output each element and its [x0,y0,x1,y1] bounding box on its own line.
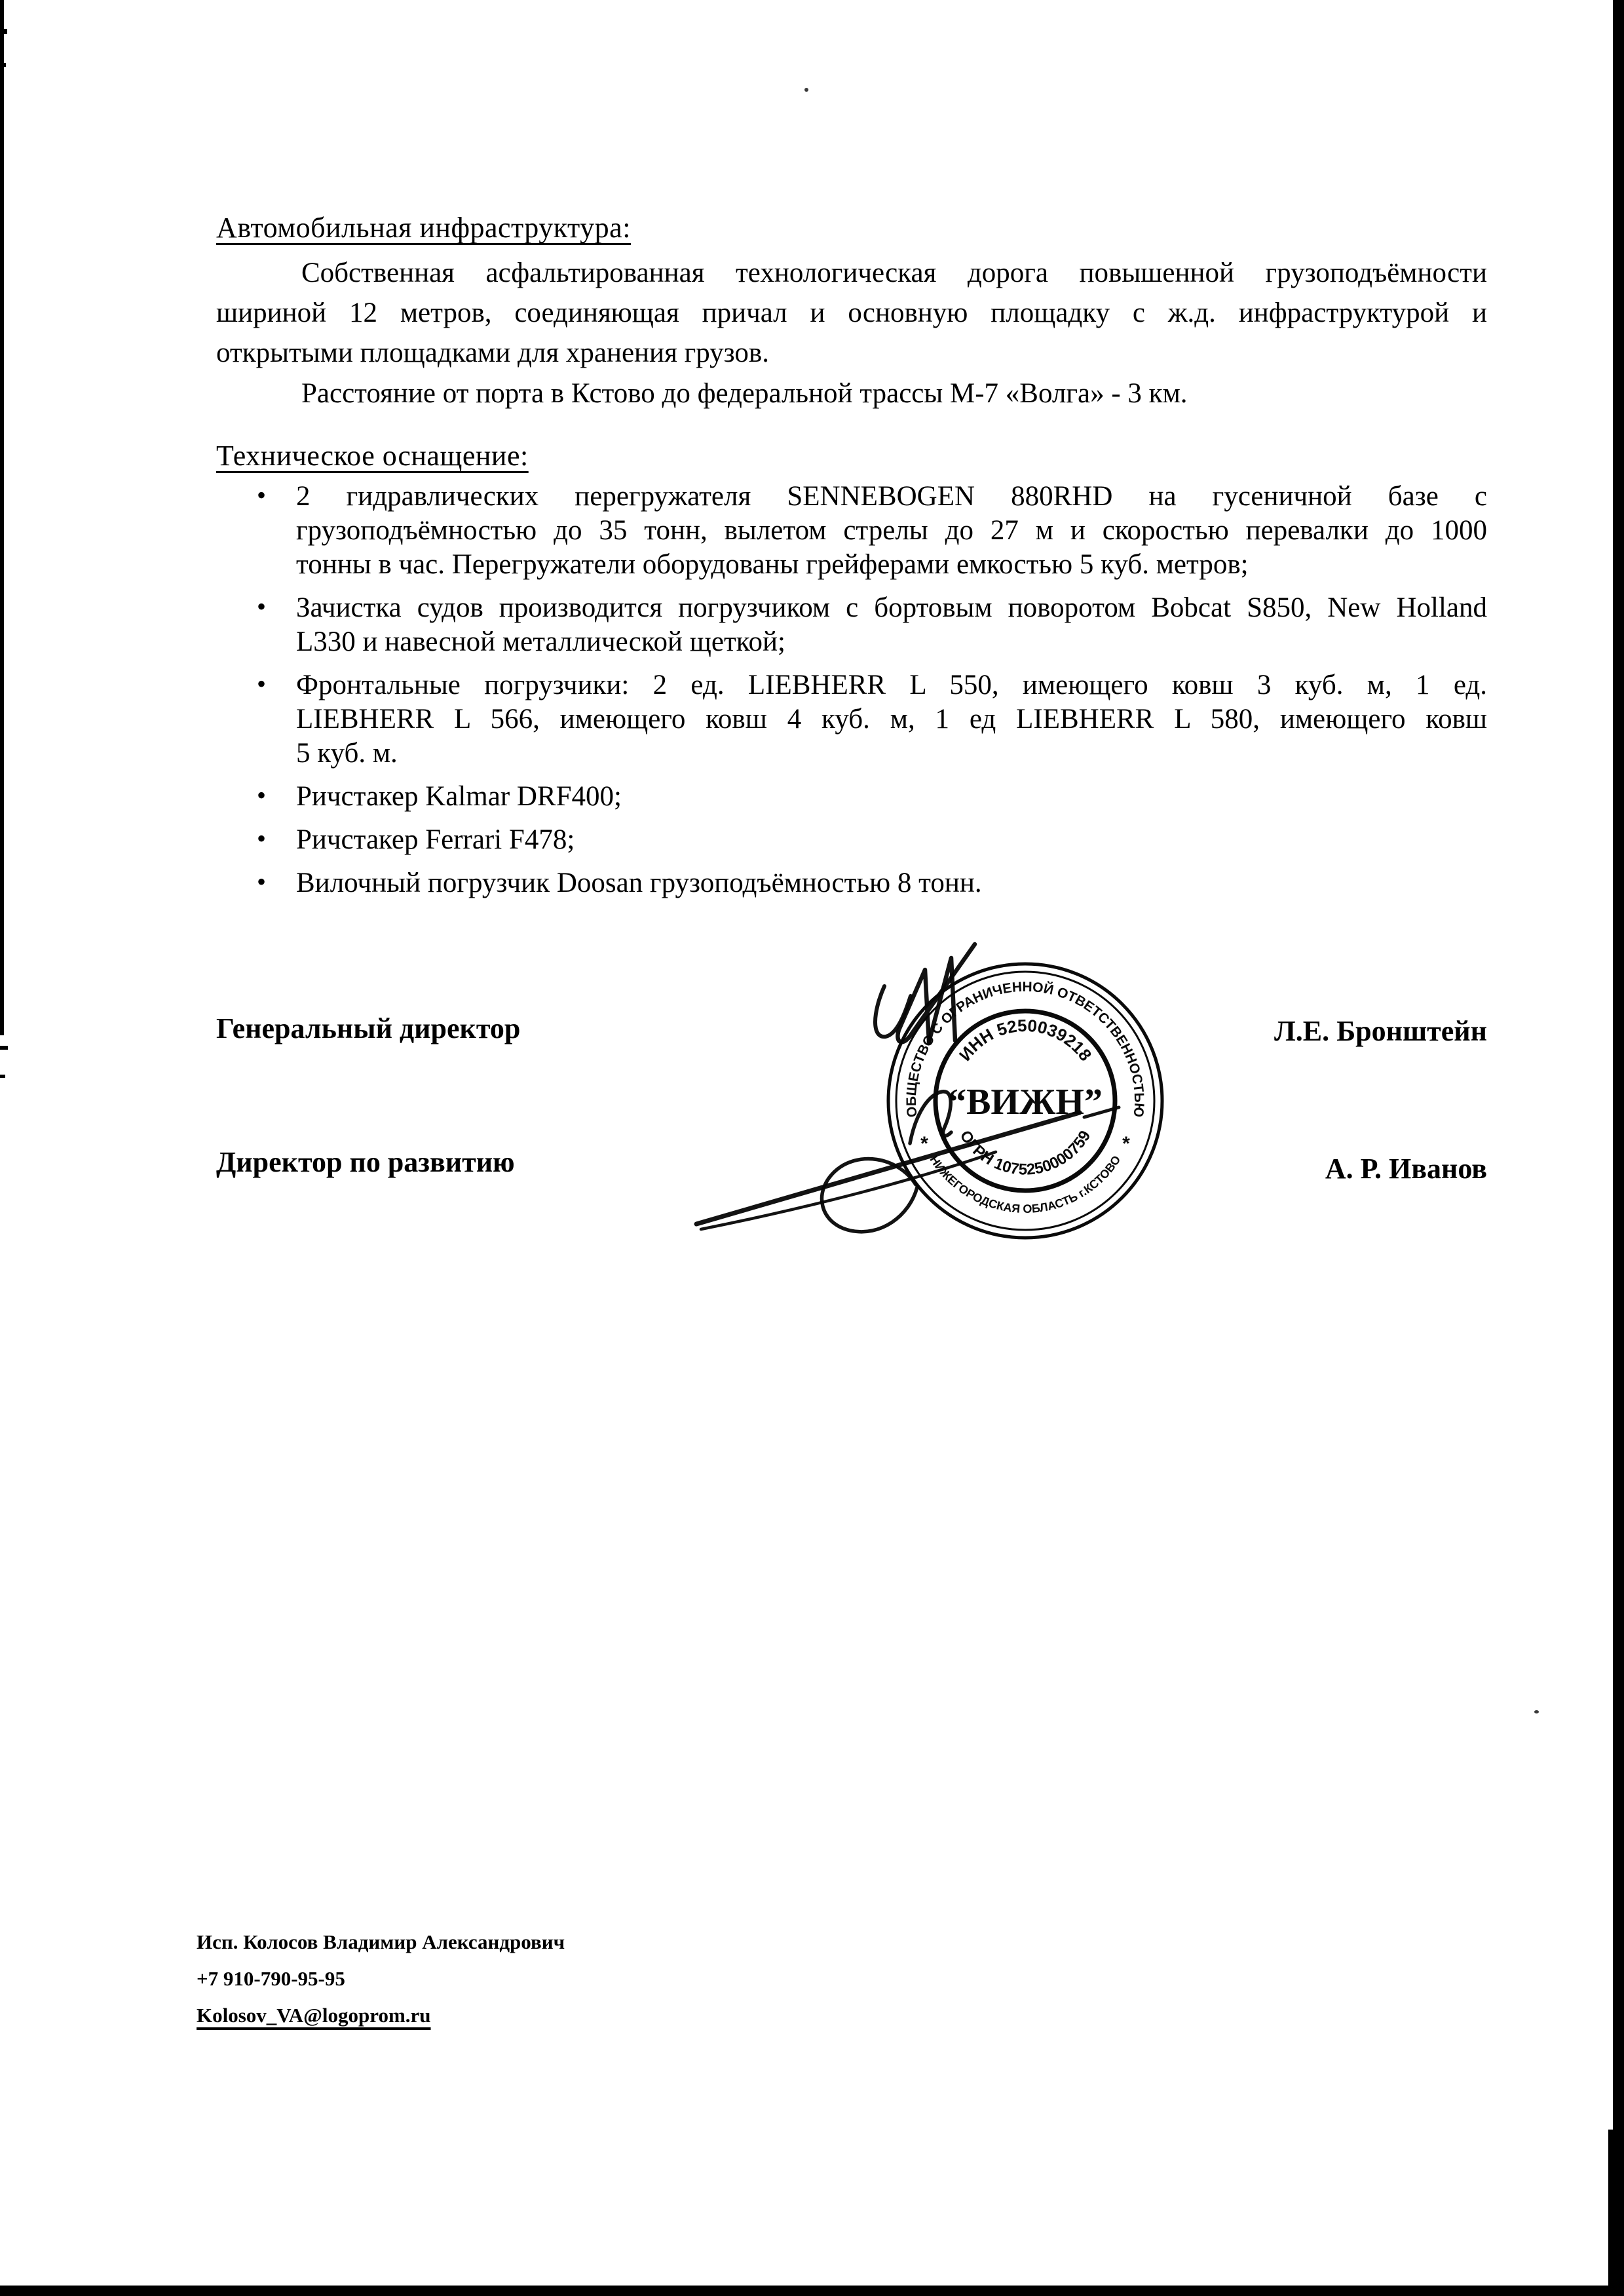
scan-artifact-right-edge-strip [1608,2130,1624,2296]
signatory-name-bronstein: Л.Е. Бронштейн [1274,1015,1487,1047]
scan-artifact-left-edge-line [0,0,4,1035]
list-item-line: L330 и навесной металлической щеткой; [296,626,785,657]
paragraph-line: Расстояние от порта в Кстово до федеральной трассы М-7 «Волга» - 3 км. [301,378,1188,409]
stamp-star-left-icon: * [920,1133,928,1155]
list-item-line: 5 куб. м. [296,738,398,769]
paragraph-road-description [216,253,1487,373]
list-item [216,591,1487,659]
list-item-line: Ричстакер Kalmar DRF400; [296,781,622,812]
scan-artifact-right-edge-strip [1613,0,1624,2296]
equipment-list [216,480,1487,909]
executor-phone: +7 910-790-95-95 [197,1967,345,1990]
section-heading-technical-equipment: Техническое оснащение: [216,440,529,472]
executor-name: Исп. Колосов Владимир Александрович [197,1930,565,1953]
list-item-line: тонны в час. Перегружатели оборудованы грейферами емкостью 5 куб. метров; [296,549,1249,580]
list-item-line: Ричстакер Ferrari F478; [296,824,575,855]
stamp-ogrn-text: ОГРН 1075250000759 [956,1127,1095,1179]
signature-stroke-development [821,1159,917,1232]
signature-stroke-development [1084,1107,1119,1117]
scan-artifact-left-nick [0,29,7,34]
list-item [216,480,1487,582]
scan-artifact-left-tick [0,1075,5,1078]
section-heading-auto-infrastructure: Автомобильная инфраструктура: [216,212,631,244]
scan-speck [804,88,808,92]
paragraph-line: Собственная асфальтированная технологическая дорога повышенной грузоподъёмности [301,258,1487,288]
signatory-title-general-director: Генеральный директор [216,1012,521,1044]
list-item-line: грузоподъёмностью до 35 тонн, вылетом стрелы до 27 м и скоростью перевалки до 1000 [296,515,1487,546]
scan-artifact-left-tick [0,1046,8,1050]
bullet-icon: • [257,592,267,621]
stamp-inn-text: ИНН 5250039218 [954,1015,1096,1065]
bullet-icon: • [257,780,267,810]
list-item-line: Фронтальные погрузчики: 2 ед. LIEBHERR L 550, имеющего ковш 3 куб. м, 1 ед. [296,670,1487,700]
signature-stroke-director [875,986,911,1037]
paragraph-line: открытыми площадками для хранения грузов. [216,337,769,368]
scan-speck [1534,1710,1539,1713]
bullet-icon: • [257,867,267,896]
handwritten-signatures [681,936,1133,1244]
signature-stroke-development [696,1113,1080,1224]
paragraph-distance-note [216,373,1487,413]
list-item [216,780,1487,814]
scan-artifact-bottom-bar [0,2286,1624,2296]
bullet-icon: • [257,480,267,510]
scan-artifact-left-nick [0,63,6,67]
bullet-icon: • [257,669,267,698]
list-item [216,823,1487,857]
signature-stroke-director [897,944,975,1042]
list-item [216,866,1487,900]
stamp-star-right-icon: * [1122,1133,1130,1155]
bullet-icon: • [257,824,267,853]
signatory-name-ivanov: А. Р. Иванов [1325,1153,1487,1185]
executor-email: Kolosov_VA@logoprom.ru [197,2004,431,2027]
stamp-ring-outer-top-text: ОБЩЕСТВО С ОГРАНИЧЕННОЙ ОТВЕТСТВЕННОСТЬЮ [903,979,1147,1119]
list-item-line: 2 гидравлических перегружателя SENNEBOGEN 880RHD на гусеничной базе с [296,481,1487,512]
stamp-company-name: “ВИЖН” [948,1082,1103,1122]
stamp-ring-outer-bottom-text: НИЖЕГОРОДСКАЯ ОБЛАСТЬ г.КСТОВО [927,1153,1124,1216]
paragraph-line: шириной 12 метров, соединяющая причал и основную площадку с ж.д. инфраструктурой и [216,297,1487,328]
list-item [216,668,1487,771]
list-item-line: Зачистка судов производится погрузчиком с бортовым поворотом Bobcat S850, New Holland [296,592,1487,623]
signature-stroke-director [929,958,955,1042]
list-item-line: Вилочный погрузчик Doosan грузоподъёмностью 8 тонн. [296,868,982,898]
list-item-line: LIEBHERR L 566, имеющего ковш 4 куб. м, 1 ед LIEBHERR L 580, имеющего ковш [296,704,1487,735]
signatory-title-development-director: Директор по развитию [216,1146,515,1178]
signature-stroke-development [910,1092,951,1143]
